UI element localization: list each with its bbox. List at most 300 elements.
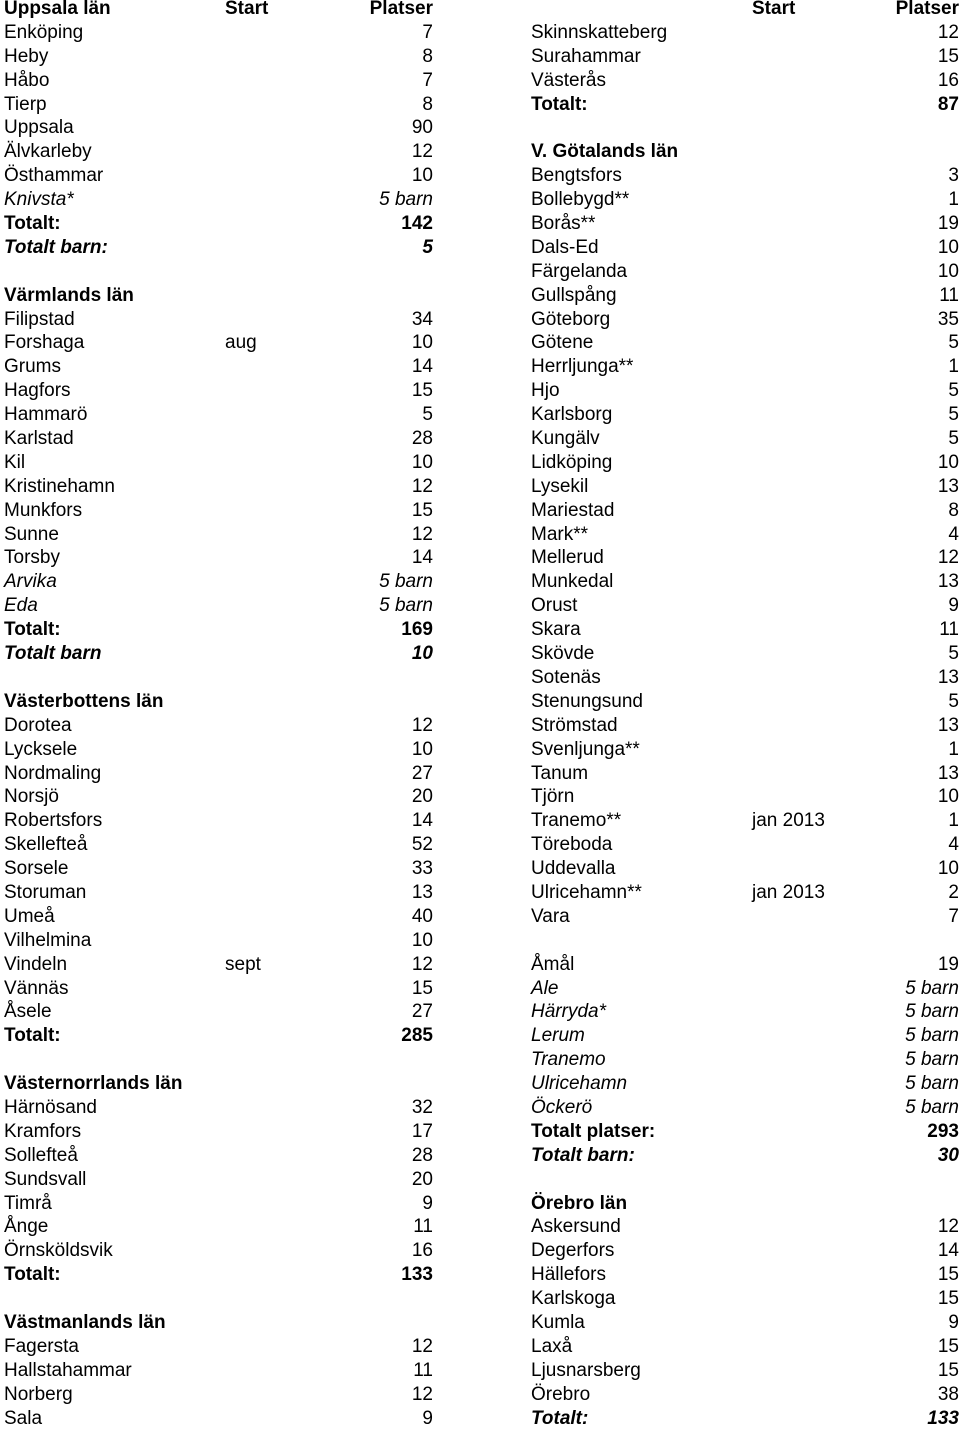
table-row [4, 1072, 433, 1096]
row-value: 7 [422, 21, 433, 43]
row-name: Mark** [531, 523, 589, 545]
row-name: Örebro län [531, 1192, 628, 1214]
table-row [4, 1335, 433, 1359]
table-row [531, 618, 959, 642]
row-value: 11 [939, 619, 959, 641]
row-name: Kramfors [4, 1120, 82, 1142]
row-name: Fagersta [4, 1335, 79, 1357]
table-row [531, 475, 959, 499]
row-value: 15 [411, 977, 433, 999]
row-value: 8 [948, 499, 959, 521]
row-name: Öckerö [531, 1096, 593, 1118]
table-row [4, 881, 433, 905]
row-value: 10 [411, 165, 433, 187]
row-value: 12 [411, 1383, 433, 1405]
row-value: 285 [401, 1025, 433, 1047]
table-row [4, 642, 433, 666]
row-value: 38 [937, 1383, 959, 1405]
row-name: Västerbottens län [4, 690, 164, 712]
row-name: Sala [4, 1407, 43, 1429]
row-start: sept [225, 953, 261, 975]
table-row [531, 1359, 959, 1383]
row-value: 293 [927, 1120, 959, 1142]
table-row [531, 857, 959, 881]
table-row [531, 690, 959, 714]
row-name: Sollefteå [4, 1144, 78, 1166]
table-row [4, 1048, 433, 1072]
row-value: 12 [411, 714, 433, 736]
row-value: 2 [948, 881, 959, 903]
row-name: Heby [4, 45, 49, 67]
row-name: Ljusnarsberg [531, 1359, 641, 1381]
right-column [531, 0, 959, 1430]
row-name: Härnösand [4, 1096, 97, 1118]
table-row [531, 236, 959, 260]
row-name: Totalt: [531, 1407, 589, 1429]
table-row [4, 260, 433, 284]
row-start: aug [225, 332, 257, 354]
row-value: 5 [422, 236, 433, 258]
table-row [4, 618, 433, 642]
row-name: Gullspång [531, 284, 617, 306]
row-name: Umeå [4, 905, 55, 927]
row-value: 10 [411, 451, 433, 473]
row-name: Knivsta* [4, 189, 74, 211]
row-name: Sundsvall [4, 1168, 87, 1190]
table-row [4, 21, 433, 45]
row-value: 28 [411, 428, 433, 450]
row-name: Sorsele [4, 858, 69, 880]
table-row [4, 93, 433, 117]
row-value: 32 [411, 1096, 433, 1118]
table-row [531, 379, 959, 403]
row-name: Totalt: [531, 93, 588, 115]
row-name: Sunne [4, 523, 59, 545]
row-name: Vännäs [4, 977, 69, 999]
row-value: 5 barn [905, 1001, 959, 1023]
row-name: Hagfors [4, 380, 71, 402]
table-row [531, 21, 959, 45]
row-value: 28 [411, 1144, 433, 1166]
row-name: Götene [531, 332, 594, 354]
row-value: 13 [411, 881, 433, 903]
table-row [4, 451, 433, 475]
row-value: 5 [948, 380, 959, 402]
row-name: Älvkarleby [4, 141, 92, 163]
row-name: Uppsala län [4, 0, 111, 19]
row-name: Borås** [531, 213, 596, 235]
row-name: Bollebygd** [531, 189, 630, 211]
row-name: Tanum [531, 762, 589, 784]
row-name: Totalt barn: [531, 1144, 635, 1166]
row-value: 14 [937, 1240, 959, 1262]
table-row [4, 1359, 433, 1383]
row-name: Timrå [4, 1192, 52, 1214]
row-value: 3 [948, 165, 959, 187]
row-value: 12 [411, 475, 433, 497]
table-row [4, 1287, 433, 1311]
row-name: Askersund [531, 1216, 621, 1238]
table-row [4, 188, 433, 212]
row-value: 10 [937, 451, 959, 473]
table-row [4, 1263, 433, 1287]
row-name: Forshaga [4, 332, 85, 354]
row-value: 52 [411, 834, 433, 856]
row-name: Karlsborg [531, 404, 613, 426]
table-row [531, 714, 959, 738]
row-name: Totalt barn: [4, 236, 108, 258]
row-value: 20 [411, 1168, 433, 1190]
row-value: 5 barn [379, 595, 433, 617]
row-name: Tierp [4, 93, 47, 115]
row-value: 12 [411, 141, 433, 163]
table-row [531, 881, 959, 905]
row-value: 13 [937, 762, 959, 784]
row-name: Lidköping [531, 451, 613, 473]
table-row [4, 1239, 433, 1263]
row-value: 5 barn [905, 1049, 959, 1071]
table-row [531, 977, 959, 1001]
row-value: 10 [411, 643, 433, 665]
table-row [531, 212, 959, 236]
table-row [4, 666, 433, 690]
table-row [4, 714, 433, 738]
row-value: 15 [937, 45, 959, 67]
row-value: 15 [411, 380, 433, 402]
row-name: Dorotea [4, 714, 72, 736]
row-value: 19 [937, 213, 959, 235]
table-row [4, 929, 433, 953]
table-row [531, 403, 959, 427]
table-row [4, 762, 433, 786]
table-row [4, 355, 433, 379]
table-row [531, 188, 959, 212]
row-value: 13 [937, 714, 959, 736]
row-name: Värmlands län [4, 284, 134, 306]
row-name: Bengtsfors [531, 165, 622, 187]
row-name: Kungälv [531, 428, 600, 450]
table-row [531, 69, 959, 93]
row-value: 15 [411, 499, 433, 521]
table-row [4, 45, 433, 69]
table-row [531, 953, 959, 977]
table-row [4, 977, 433, 1001]
row-name: Uppsala [4, 117, 74, 139]
table-row [531, 642, 959, 666]
table-row [531, 308, 959, 332]
row-name: Västernorrlands län [4, 1073, 183, 1095]
table-row [531, 929, 959, 953]
table-row [531, 284, 959, 308]
row-name: Kristinehamn [4, 475, 115, 497]
table-row [531, 1335, 959, 1359]
row-value: 1 [948, 356, 959, 378]
table-row [531, 93, 959, 117]
table-row [531, 594, 959, 618]
row-value: 12 [411, 953, 433, 975]
table-row [4, 69, 433, 93]
row-name: Norberg [4, 1383, 73, 1405]
row-name: Totalt: [4, 213, 61, 235]
table-row [531, 355, 959, 379]
row-value: 10 [411, 929, 433, 951]
table-row [531, 1311, 959, 1335]
row-name: Munkedal [531, 571, 614, 593]
row-name: Vindeln [4, 953, 68, 975]
table-row [531, 164, 959, 188]
row-value: 10 [411, 738, 433, 760]
table-row [531, 1407, 959, 1431]
row-name: Munkfors [4, 499, 83, 521]
table-row [531, 1000, 959, 1024]
row-value: 15 [937, 1335, 959, 1357]
row-name: Åmål [531, 953, 575, 975]
row-name: Totalt: [4, 619, 61, 641]
row-value: 4 [948, 523, 959, 545]
row-value: Platser [895, 0, 959, 19]
table-row [531, 1239, 959, 1263]
table-row [531, 1168, 959, 1192]
row-value: 10 [937, 236, 959, 258]
table-row [531, 1072, 959, 1096]
row-name: Mariestad [531, 499, 615, 521]
row-value: 9 [422, 1192, 433, 1214]
row-value: 7 [948, 905, 959, 927]
row-name: Totalt: [4, 1264, 61, 1286]
table-row [531, 1263, 959, 1287]
table-row [4, 236, 433, 260]
row-value: 8 [422, 93, 433, 115]
row-name: Lerum [531, 1025, 585, 1047]
table-row [531, 738, 959, 762]
table-row [531, 785, 959, 809]
row-value: 20 [411, 786, 433, 808]
row-name: V. Götalands län [531, 141, 679, 163]
row-name: Skinnskatteberg [531, 21, 668, 43]
table-row [4, 427, 433, 451]
row-name: Skellefteå [4, 834, 88, 856]
row-name: Karlstad [4, 428, 74, 450]
row-name: Håbo [4, 69, 50, 91]
row-name: Ale [531, 977, 559, 999]
table-row [4, 212, 433, 236]
table-row [531, 762, 959, 786]
row-name: Örebro [531, 1383, 591, 1405]
table-row [4, 1096, 433, 1120]
row-value: 35 [937, 308, 959, 330]
row-value: 13 [937, 571, 959, 593]
row-value: 133 [401, 1264, 433, 1286]
row-value: 16 [937, 69, 959, 91]
row-value: 5 barn [379, 571, 433, 593]
row-value: 90 [411, 117, 433, 139]
table-row [4, 1311, 433, 1335]
table-row [4, 953, 433, 977]
row-name: Eda [4, 595, 38, 617]
row-value: 12 [411, 523, 433, 545]
row-name: Enköping [4, 21, 84, 43]
row-value: 5 [948, 643, 959, 665]
table-row [4, 379, 433, 403]
row-value: 7 [422, 69, 433, 91]
table-row [4, 1192, 433, 1216]
table-row [4, 809, 433, 833]
row-name: Lycksele [4, 738, 78, 760]
row-name: Kumla [531, 1311, 585, 1333]
table-row [531, 499, 959, 523]
row-name: Ånge [4, 1216, 49, 1238]
table-row [531, 1096, 959, 1120]
row-name: Totalt: [4, 1025, 61, 1047]
table-row [4, 546, 433, 570]
row-value: 5 barn [905, 1025, 959, 1047]
table-row [531, 1048, 959, 1072]
row-name: Hallstahammar [4, 1359, 132, 1381]
row-start: jan 2013 [752, 810, 825, 832]
table-row [4, 594, 433, 618]
table-row [531, 140, 959, 164]
table-row [4, 1383, 433, 1407]
table-row [531, 1287, 959, 1311]
row-value: Platser [369, 0, 433, 19]
row-value: 30 [937, 1144, 959, 1166]
table-row [4, 857, 433, 881]
row-name: Töreboda [531, 834, 613, 856]
row-value: 10 [937, 260, 959, 282]
row-name: Skara [531, 619, 581, 641]
row-name: Tranemo [531, 1049, 606, 1071]
row-value: 1 [948, 738, 959, 760]
row-value: 133 [927, 1407, 959, 1429]
row-value: 11 [939, 284, 959, 306]
row-name: Härryda* [531, 1001, 606, 1023]
row-value: 13 [937, 666, 959, 688]
row-value: 9 [948, 595, 959, 617]
row-name: Orust [531, 595, 578, 617]
table-row [4, 308, 433, 332]
left-column [4, 0, 433, 1430]
row-start: jan 2013 [752, 881, 825, 903]
table-row [4, 1168, 433, 1192]
row-name: Hällefors [531, 1264, 606, 1286]
row-name: Totalt platser: [531, 1120, 656, 1142]
table-row [4, 690, 433, 714]
row-name: Filipstad [4, 308, 75, 330]
row-name: Tranemo** [531, 810, 622, 832]
table-row [531, 331, 959, 355]
row-value: 15 [937, 1264, 959, 1286]
table-row [531, 570, 959, 594]
row-name: Mellerud [531, 547, 604, 569]
row-value: 5 barn [905, 1073, 959, 1095]
row-value: 12 [937, 21, 959, 43]
table-row [531, 1120, 959, 1144]
table-row [531, 451, 959, 475]
table-row [531, 1024, 959, 1048]
row-start: Start [225, 0, 269, 19]
row-name: Svenljunga** [531, 738, 640, 760]
row-name: Dals-Ed [531, 236, 599, 258]
row-name: Åsele [4, 1001, 52, 1023]
row-value: 16 [411, 1240, 433, 1262]
row-value: 5 [948, 404, 959, 426]
table-row [531, 809, 959, 833]
table-row [531, 260, 959, 284]
row-value: 5 barn [905, 977, 959, 999]
row-name: Laxå [531, 1335, 573, 1357]
row-name: Grums [4, 356, 61, 378]
table-row [531, 116, 959, 140]
table-row [4, 1215, 433, 1239]
table-row [531, 905, 959, 929]
row-name: Strömstad [531, 714, 618, 736]
table-row [4, 570, 433, 594]
row-name: Uddevalla [531, 858, 616, 880]
table-header-row [4, 0, 433, 21]
table-row [4, 833, 433, 857]
row-value: 12 [937, 1216, 959, 1238]
table-row [4, 164, 433, 188]
row-name: Färgelanda [531, 260, 628, 282]
row-name: Arvika [4, 571, 57, 593]
row-name: Torsby [4, 547, 60, 569]
table-row [4, 1024, 433, 1048]
row-value: 14 [411, 356, 433, 378]
table-row [531, 1215, 959, 1239]
row-value: 1 [948, 810, 959, 832]
row-name: Tjörn [531, 786, 575, 808]
row-name: Skövde [531, 643, 595, 665]
row-name: Surahammar [531, 45, 641, 67]
row-name: Göteborg [531, 308, 611, 330]
row-value: 13 [937, 475, 959, 497]
row-value: 10 [411, 332, 433, 354]
row-name: Lysekil [531, 475, 589, 497]
table-row [531, 546, 959, 570]
table-row [531, 427, 959, 451]
row-value: 10 [937, 786, 959, 808]
table-row [531, 1192, 959, 1216]
table-row [4, 785, 433, 809]
row-start: Start [752, 0, 796, 19]
table-row [531, 666, 959, 690]
row-value: 5 [948, 428, 959, 450]
row-name: Östhammar [4, 165, 104, 187]
row-value: 5 barn [905, 1096, 959, 1118]
row-name: Sotenäs [531, 666, 601, 688]
row-name: Degerfors [531, 1240, 615, 1262]
row-name: Vara [531, 905, 570, 927]
row-value: 40 [411, 905, 433, 927]
row-value: 142 [401, 213, 433, 235]
row-value: 34 [411, 308, 433, 330]
table-row [531, 45, 959, 69]
row-name: Totalt barn [4, 643, 102, 665]
row-value: 15 [937, 1288, 959, 1310]
row-name: Hammarö [4, 404, 88, 426]
row-value: 19 [937, 953, 959, 975]
row-value: 12 [937, 547, 959, 569]
table-row [531, 523, 959, 547]
row-value: 27 [411, 1001, 433, 1023]
row-name: Vilhelmina [4, 929, 92, 951]
row-value: 5 barn [379, 189, 433, 211]
row-value: 8 [422, 45, 433, 67]
table-header-row [531, 0, 959, 21]
table-row [4, 475, 433, 499]
row-name: Västerås [531, 69, 606, 91]
row-value: 12 [411, 1335, 433, 1357]
